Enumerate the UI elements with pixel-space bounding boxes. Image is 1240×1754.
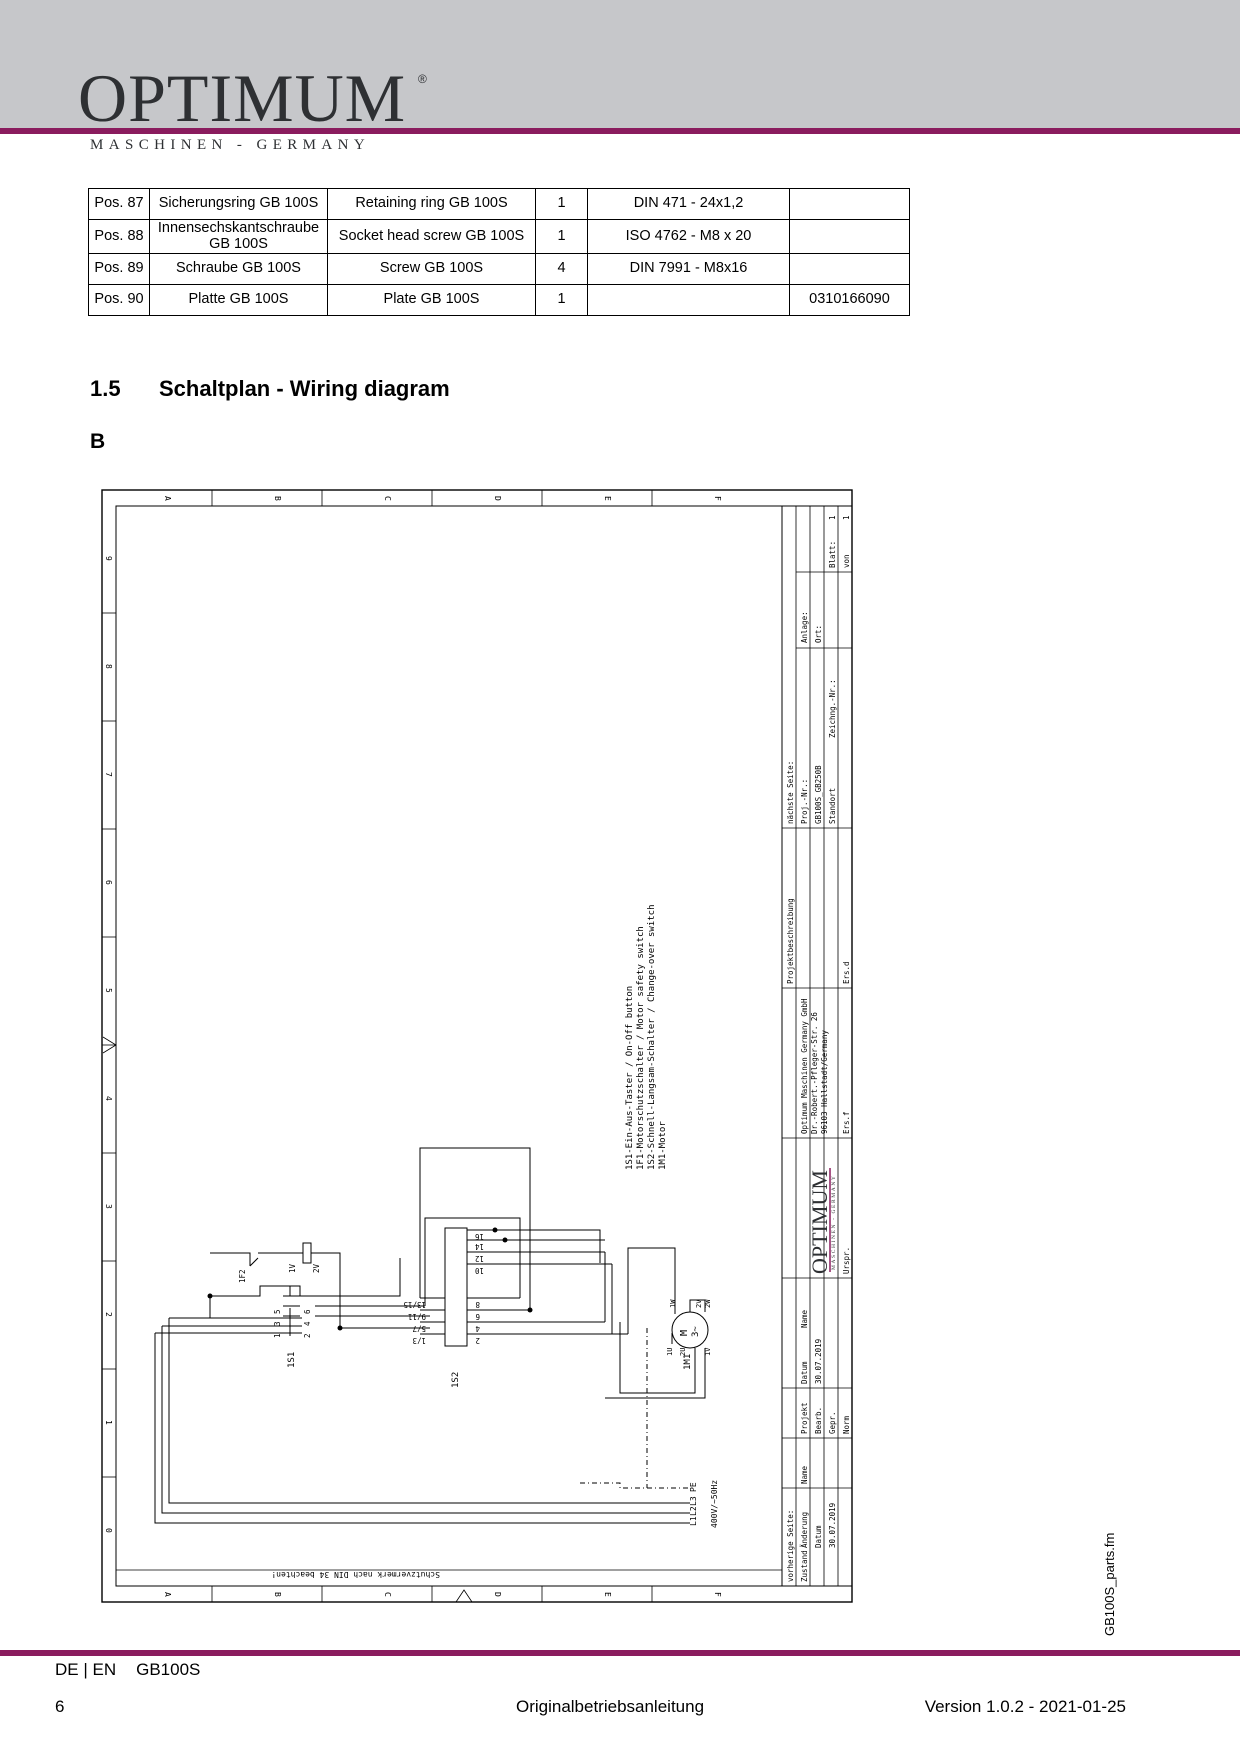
tb-facility: Anlage:: [800, 611, 809, 643]
registered-mark: ®: [418, 72, 427, 86]
section-number: 1.5: [90, 376, 121, 401]
doc-version: Version 1.0.2 - 2021-01-25: [924, 1697, 1126, 1716]
switch-label-1s1: 1S1: [287, 1351, 297, 1368]
motor-1m1-symbol: [672, 1312, 708, 1348]
tb-norm-label: Norm: [842, 1415, 851, 1434]
row-ticks: [102, 613, 472, 1602]
footer-lang: DE | EN: [55, 1660, 117, 1679]
tb-prev-page: vorherige Seite:: [786, 1509, 795, 1582]
tb-location: Standort: [828, 787, 837, 824]
supply-spec: 400V/~50Hz: [710, 1479, 719, 1528]
row-label-1: 1: [104, 1420, 113, 1425]
tb-ers-f: Ers.f: [842, 1111, 851, 1134]
s2-top-terminal-2: 12: [474, 1254, 484, 1263]
tb-ursp: Urspr.: [842, 1246, 851, 1274]
s1-terminal-3: 3: [273, 1321, 282, 1326]
relay-label-1v: 1V: [288, 1263, 297, 1273]
s2-top-terminal-4: 16: [474, 1232, 484, 1241]
tb-project-description: Projektbeschreibung: [786, 898, 795, 984]
tb-datum-label: Datum: [800, 1361, 809, 1384]
row-label-2: 2: [104, 1312, 113, 1317]
relay-label-2v: 2V: [312, 1263, 321, 1273]
col-label-bottom-b: B: [273, 1592, 282, 1597]
tb-logo-tagline: MASCHINEN - GERMANY: [831, 1174, 837, 1270]
s1-terminal-1: 1: [273, 1333, 282, 1338]
row-label-6: 6: [104, 880, 113, 885]
qty-cell: 4: [536, 254, 588, 285]
supply-label-l2: L2: [689, 1506, 698, 1516]
tb-company-line-1: Optimum Maschinen Germany GmbH: [800, 998, 809, 1134]
pos-cell: Pos. 90: [89, 285, 150, 316]
junction-dot: [503, 1238, 508, 1243]
legend-line-3: 1S2-Schnell-Langsam-Schalter / Change-over switch: [647, 904, 657, 1170]
s2-left-terminal-4: 13/15: [403, 1300, 426, 1309]
junction-dot: [528, 1308, 533, 1313]
switch-1s2-body: [445, 1228, 467, 1346]
s2-top-terminal-3: 14: [474, 1242, 484, 1251]
footer-model: GB100S: [136, 1660, 201, 1679]
tb-next-page: nächste Seite:: [786, 760, 795, 824]
supply-label-l1: L1: [689, 1516, 698, 1526]
s2-left-terminal-3: 9/11: [407, 1312, 426, 1321]
motor-terminal-2v: 2V: [695, 1299, 703, 1308]
relay-coil: [303, 1243, 311, 1263]
tb-proj-no-label: Proj.-Nr.:: [800, 778, 809, 824]
junction-dot: [493, 1228, 498, 1233]
name-en-cell: Socket head screw GB 100S: [328, 220, 536, 254]
fuse-label-1f2: 1F2: [238, 1269, 247, 1283]
col-label-bottom-e: E: [603, 1592, 612, 1597]
tb-gepr-label: Gepr.: [828, 1411, 837, 1434]
col-label-bottom-f: F: [713, 1592, 722, 1597]
drawing-area-frame: [116, 506, 782, 1586]
motor-wiring: [605, 1248, 705, 1398]
s2-left-terminal-2: 5/7: [412, 1324, 426, 1333]
qty-cell: 1: [536, 220, 588, 254]
norm-cell: DIN 471 - 24x1,2: [588, 189, 790, 220]
motor-terminal-1v: 1V: [704, 1347, 712, 1356]
table-row: [89, 254, 910, 285]
parts-table: [88, 188, 910, 316]
tb-datum-label-2: Datum: [814, 1525, 823, 1548]
col-label-top-c: C: [383, 496, 392, 501]
item-no-cell: [790, 189, 910, 220]
s2-top-terminal-1: 10: [474, 1266, 484, 1275]
tb-of-label: von: [842, 554, 851, 568]
legend-line-2: 1F1-Motorschutzschalter / Motor safety switch: [636, 926, 646, 1170]
qty-cell: 1: [536, 189, 588, 220]
name-en-cell: Retaining ring GB 100S: [328, 189, 536, 220]
pos-cell: Pos. 88: [89, 220, 150, 254]
tb-place: Ort:: [814, 624, 823, 643]
pos-cell: Pos. 89: [89, 254, 150, 285]
col-label-top-a: A: [163, 496, 172, 501]
name-de-cell: Innensechskantschraube GB 100S: [150, 220, 328, 254]
item-no-cell: [790, 220, 910, 254]
wire-l2: [162, 1326, 690, 1513]
col-label-top-d: D: [493, 496, 502, 501]
tb-projekt-label: Projekt: [800, 1402, 809, 1434]
tb-drawing-no: Zeichng.-Nr.:: [828, 679, 837, 738]
s2-right-terminal-3: 6: [475, 1312, 480, 1321]
tb-name-label: Name: [800, 1309, 809, 1328]
footer-lang-model: [55, 1660, 200, 1680]
table-row: [89, 220, 910, 254]
tb-date: 30.07.2019: [814, 1338, 823, 1384]
junction-dot: [208, 1294, 213, 1299]
table-row: [89, 189, 910, 220]
s1-terminal-2: 2: [303, 1333, 312, 1338]
section-title: Schaltplan - Wiring diagram: [159, 376, 450, 401]
tb-logo: OPTIMUM: [807, 1170, 832, 1274]
col-label-top-b: B: [273, 496, 282, 501]
motor-label-1m1: 1M1: [683, 1353, 693, 1370]
legend-line-1: 1S1-Ein-Aus-Taster / On-Off button: [625, 985, 635, 1170]
side-filename: GB100S_parts.fm: [1102, 1532, 1117, 1636]
name-de-cell: Schraube GB 100S: [150, 254, 328, 285]
supply-label-pe: PE: [689, 1482, 698, 1492]
tb-of-no: 1: [842, 515, 851, 520]
wire-l1: [155, 1333, 690, 1523]
norm-cell: DIN 7991 - M8x16: [588, 254, 790, 285]
control-wiring: [155, 1243, 430, 1336]
tb-company-line-2: Dr.-Robert.-Pfleger-Str. 26: [810, 1012, 819, 1134]
row-label-7: 7: [104, 772, 113, 777]
table-row: [89, 285, 910, 316]
s2-right-terminal-1: 2: [475, 1336, 480, 1345]
name-de-cell: Sicherungsring GB 100S: [150, 189, 328, 220]
name-en-cell: Plate GB 100S: [328, 285, 536, 316]
tb-name-label-2: Name: [800, 1465, 809, 1484]
row-label-3: 3: [104, 1204, 113, 1209]
tb-bearb-label: Bearb.: [814, 1406, 823, 1434]
s2-left-terminal-1: 1/3: [412, 1336, 426, 1345]
qty-cell: 1: [536, 285, 588, 316]
row-label-0: 0: [104, 1528, 113, 1533]
col-label-bottom-a: A: [163, 1592, 172, 1597]
section-heading: [90, 376, 450, 402]
s2-right-terminal-2: 4: [475, 1324, 480, 1333]
col-label-top-e: E: [603, 496, 612, 501]
switch-label-1s2: 1S2: [451, 1371, 461, 1388]
switch-1s2-wiring: [420, 1148, 628, 1334]
pos-cell: Pos. 87: [89, 189, 150, 220]
doc-type: Originalbetriebsanleitung: [515, 1697, 705, 1716]
row-label-5: 5: [104, 988, 113, 993]
supply-wiring: [155, 1318, 690, 1523]
motor-terminal-2u: 2U: [679, 1347, 687, 1356]
tb-zustand: Zustand: [800, 1550, 809, 1582]
brand-logo: OPTIMUM: [78, 60, 407, 136]
row-label-8: 8: [104, 664, 113, 669]
tb-date-2: 30.07.2019: [828, 1502, 837, 1548]
motor-terminal-1u: 1U: [666, 1347, 674, 1356]
name-de-cell: Platte GB 100S: [150, 285, 328, 316]
item-no-cell: [790, 254, 910, 285]
tb-ers-d: Ers.d: [842, 961, 851, 984]
row-label-4: 4: [104, 1096, 113, 1101]
s1-terminal-6: 6: [303, 1309, 312, 1314]
norm-cell: ISO 4762 - M8 x 20: [588, 220, 790, 254]
s2-right-terminal-4: 8: [475, 1300, 480, 1309]
col-label-top-f: F: [713, 496, 722, 501]
protection-note: Schutzvermerk nach DIN 34 beachten!: [271, 1570, 440, 1579]
row-label-9: 9: [104, 556, 113, 561]
tb-sheet-no: 1: [828, 515, 837, 520]
tb-aenderung: Änderung: [800, 1511, 809, 1548]
legend-line-4: 1M1-Motor: [658, 1121, 668, 1170]
wire-pe: [580, 1483, 690, 1488]
item-no-cell: 0310166090: [790, 285, 910, 316]
motor-terminal-2w: 2W: [704, 1299, 712, 1308]
junction-dot: [338, 1326, 343, 1331]
wiring-diagram: [100, 488, 856, 1606]
footer-rule: [0, 1650, 1240, 1656]
page-number: 6: [55, 1697, 65, 1716]
name-en-cell: Screw GB 100S: [328, 254, 536, 285]
s1-terminal-4: 4: [303, 1321, 312, 1326]
subsection-label: B: [90, 430, 106, 453]
tb-company-line-3: 96103 Hallstadt/Germany: [820, 1030, 829, 1134]
tb-proj-no: GB100S_GB250B: [814, 765, 823, 824]
wire-l3: [169, 1318, 690, 1503]
col-label-bottom-d: D: [493, 1592, 502, 1597]
motor-letter: M: [679, 1329, 690, 1336]
s1-terminal-5: 5: [273, 1309, 282, 1314]
outer-frame: [102, 490, 852, 1602]
motor-terminal-1w: 1W: [669, 1299, 677, 1308]
column-ticks: [116, 490, 782, 1602]
motor-phase: 3~: [691, 1326, 701, 1337]
norm-cell: [588, 285, 790, 316]
supply-label-l3: L3: [689, 1496, 698, 1506]
brand-tagline: MASCHINEN - GERMANY: [90, 137, 371, 153]
tb-sheet-label: Blatt:: [828, 540, 837, 568]
col-label-bottom-c: C: [383, 1592, 392, 1597]
